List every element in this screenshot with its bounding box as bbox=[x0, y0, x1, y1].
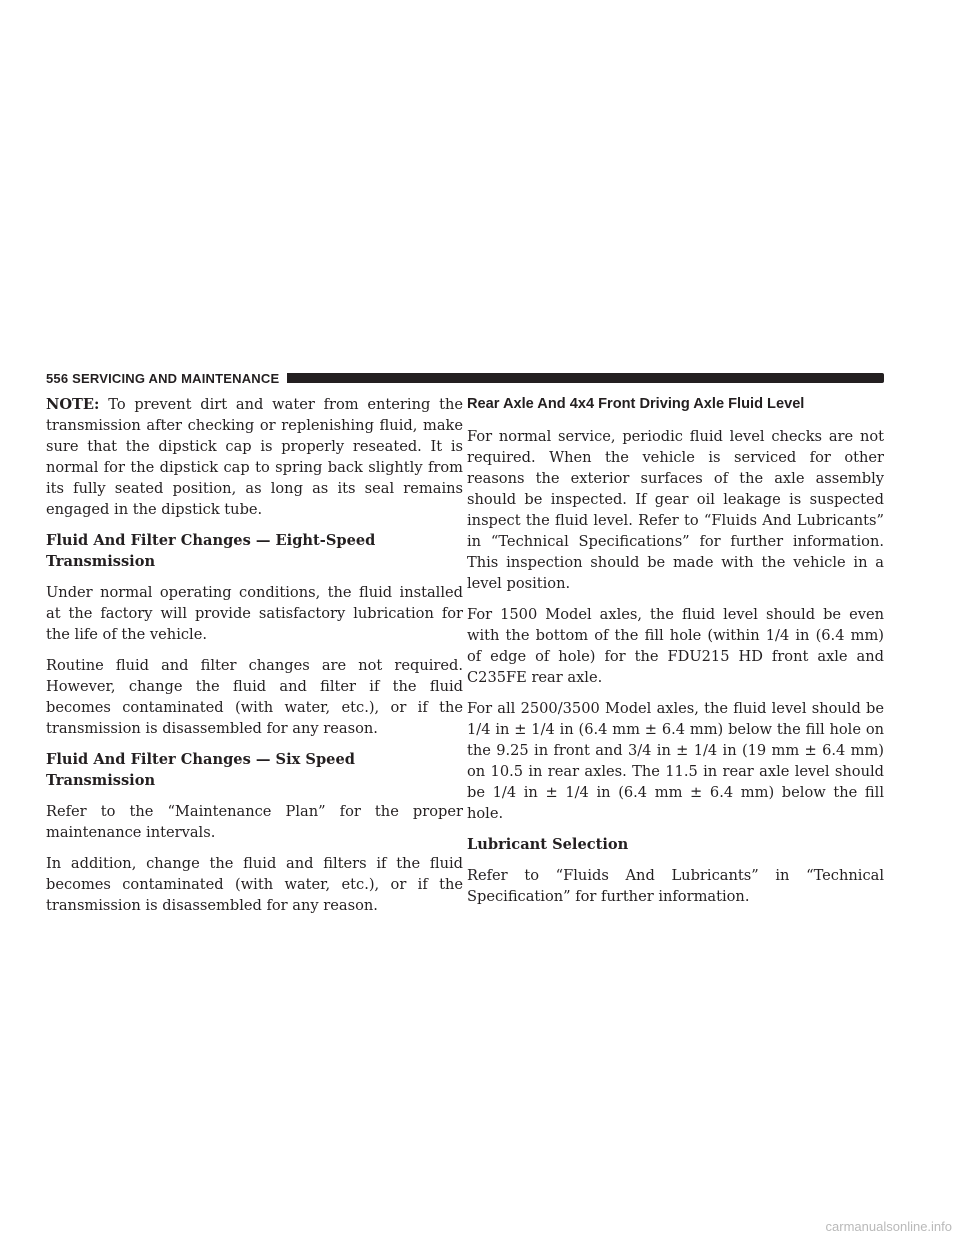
eight-speed-paragraph-2: Routine fluid and filter changes are not required. However, change the fluid and filter if the fluid becomes contaminated (with water, etc.), or if the transmission is disassembled for any reason. bbox=[46, 657, 463, 737]
note-label: NOTE: bbox=[46, 396, 100, 413]
heading-six-speed: Fluid And Filter Changes — Six Speed Transmission bbox=[46, 751, 355, 789]
axle-paragraph-2: For 1500 Model axles, the fluid level should be even with the bottom of the fill hole (within 1/4 in (6.4 mm) of edge of hole) for the FDU215 HD front axle and C235FE rear axle. bbox=[467, 606, 884, 686]
axle-paragraph-3: For all 2500/3500 Model axles, the fluid level should be 1/4 in ± 1/4 in (6.4 mm ± 6.4 mm) below the fill hole on the 9.25 in front and 3/4 in ± 1/4 in (19 mm ± 6.4 mm) on 10.5 in rear axles. The 11.5 in rear axle level should be 1/4 in ± 1/4 in (6.4 mm ± 6.4 mm) below the fill hole. bbox=[467, 700, 884, 822]
site-watermark: carmanualsonline.info bbox=[825, 1219, 952, 1234]
left-column bbox=[46, 394, 463, 926]
six-speed-paragraph-2: In addition, change the fluid and filters if the fluid becomes contaminated (with water, etc.), or if the transmission is disassembled for any reason. bbox=[46, 855, 463, 914]
heading-eight-speed: Fluid And Filter Changes — Eight-Speed Transmission bbox=[46, 532, 376, 570]
note-paragraph bbox=[46, 394, 463, 520]
six-speed-paragraph-1: Refer to the “Maintenance Plan” for the proper maintenance intervals. bbox=[46, 803, 463, 841]
heading-axle-fluid-level: Rear Axle And 4x4 Front Driving Axle Fluid Level bbox=[467, 396, 805, 412]
page-number-title: 556 SERVICING AND MAINTENANCE bbox=[46, 370, 280, 386]
header-rule-bar bbox=[287, 373, 884, 383]
axle-paragraph-1: For normal service, periodic fluid level checks are not required. When the vehicle is serviced for other reasons the exterior surfaces of the axle assembly should be inspected. If gear oil leakage is suspected inspect the fluid level. Refer to “Fluids And Lubricants” in “Technical Specifications” for further information. This inspection should be made with the vehicle in a level position. bbox=[467, 428, 884, 592]
note-text: To prevent dirt and water from entering the transmission after checking or replenishing fluid, make sure that the dipstick cap is properly reseated. It is normal for the dipstick cap to spring back slightly from its fully seated position, as long as its seal remains engaged in the dipstick tube. bbox=[46, 396, 463, 518]
right-column bbox=[467, 394, 884, 917]
page-header bbox=[46, 370, 884, 386]
lubricant-paragraph-1: Refer to “Fluids And Lubricants” in “Technical Specification” for further information. bbox=[467, 867, 884, 905]
heading-lubricant-selection: Lubricant Selection bbox=[467, 836, 629, 853]
eight-speed-paragraph-1: Under normal operating conditions, the fluid installed at the factory will provide satisfactory lubrication for the life of the vehicle. bbox=[46, 584, 463, 643]
